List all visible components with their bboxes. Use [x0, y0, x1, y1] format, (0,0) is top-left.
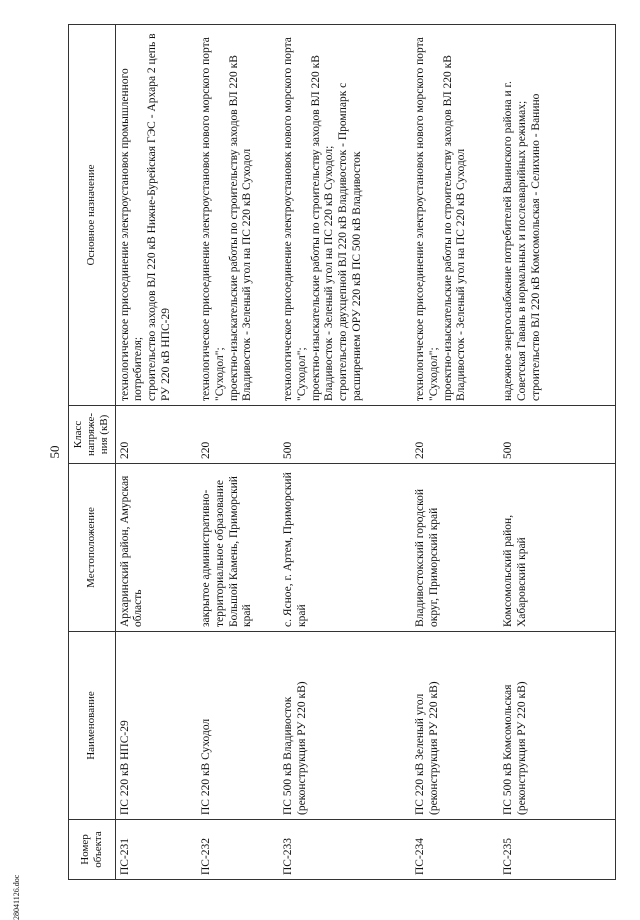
cell-purpose	[411, 25, 499, 406]
header-number: Номер объекта	[69, 820, 116, 880]
cell-location: Архаринский район, Амурская область	[115, 464, 197, 632]
cell-number: ПС-231	[115, 820, 197, 880]
purpose-line: технологическое присоединение электроустановок нового морского порта "Суходол";	[282, 37, 308, 401]
cell-voltage: 500	[499, 406, 615, 464]
cell-location: закрытое административно-территориальное образование Большой Камень, Приморский край	[197, 464, 279, 632]
page-number: 50	[47, 445, 62, 459]
cell-purpose	[115, 25, 197, 406]
purpose-line: проектно-изыскательские работы по строительству заходов ВЛ 220 кВ Владивосток - Зеленый угол на ПС 220 кВ Суходол;	[309, 55, 336, 401]
cell-location: Владивостокский городской округ, Приморский край	[411, 464, 499, 632]
rotated-table-container	[68, 25, 616, 880]
cell-location: Комсомольский район, Хабаровский край	[499, 464, 615, 632]
purpose-line: надежное энергоснабжение потребителей Ванинского района и г. Советская Гавань в нормальных и послеаварийных режимах;	[502, 81, 528, 401]
cell-location: с. Ясное, г. Артем, Приморский край	[279, 464, 411, 632]
purpose-line: строительство ВЛ 220 кВ Комсомольская - Селихино - Ванино	[529, 93, 542, 401]
cell-number: ПС-235	[499, 820, 615, 880]
table-row	[197, 25, 279, 880]
cell-voltage: 220	[411, 406, 499, 464]
header-voltage: Класс напряже-ния (кВ)	[69, 406, 116, 464]
header-name: Наименование	[69, 632, 116, 820]
cell-name: ПС 500 кВ Комсомольская (реконструкция РУ 220 кВ)	[499, 632, 615, 820]
purpose-line: строительство двухцепной ВЛ 220 кВ Владивосток - Промпарк с расширением ОРУ 220 кВ ПС 500 кВ Владивосток	[337, 82, 364, 401]
cell-name: ПС 220 кВ НПС-29	[115, 632, 197, 820]
table-row	[115, 25, 197, 880]
cell-name: ПС 220 кВ Зеленый угол (реконструкция РУ 220 кВ)	[411, 632, 499, 820]
cell-name: ПС 220 кВ Суходол	[197, 632, 279, 820]
cell-purpose	[499, 25, 615, 406]
cell-voltage: 220	[197, 406, 279, 464]
cell-number: ПС-232	[197, 820, 279, 880]
header-location: Местоположение	[69, 464, 116, 632]
cell-name: ПС 500 кВ Владивосток (реконструкция РУ 220 кВ)	[279, 632, 411, 820]
table-header-row	[69, 25, 116, 880]
purpose-line: технологическое присоединение электроустановок промышленного потребителя;	[118, 68, 145, 401]
header-purpose: Основное назначение	[69, 25, 116, 406]
objects-table	[68, 24, 616, 880]
table-row	[499, 25, 615, 880]
purpose-line: проектно-изыскательские работы по строительству заходов ВЛ 220 кВ Владивосток - Зеленый угол на ПС 220 кВ Суходол	[441, 55, 468, 401]
purpose-line: технологическое присоединение электроустановок нового морского порта "Суходол";	[200, 37, 226, 401]
cell-purpose	[279, 25, 411, 406]
cell-number: ПС-234	[411, 820, 499, 880]
cell-voltage: 500	[279, 406, 411, 464]
cell-voltage: 220	[115, 406, 197, 464]
purpose-line: проектно-изыскательские работы по строительству заходов ВЛ 220 кВ Владивосток - Зеленый угол на ПС 220 кВ Суходол	[227, 55, 254, 401]
purpose-line: технологическое присоединение электроустановок нового морского порта "Суходол";	[414, 37, 440, 401]
file-name: 28041126.doc	[12, 874, 21, 920]
purpose-line: строительство заходов ВЛ 220 кВ Нижне-Бурейская ГЭС - Архара 2 цепь в РУ 220 кВ НПС-29	[146, 33, 172, 401]
cell-purpose	[197, 25, 279, 406]
table-row	[411, 25, 499, 880]
cell-number: ПС-233	[279, 820, 411, 880]
table-row	[279, 25, 411, 880]
